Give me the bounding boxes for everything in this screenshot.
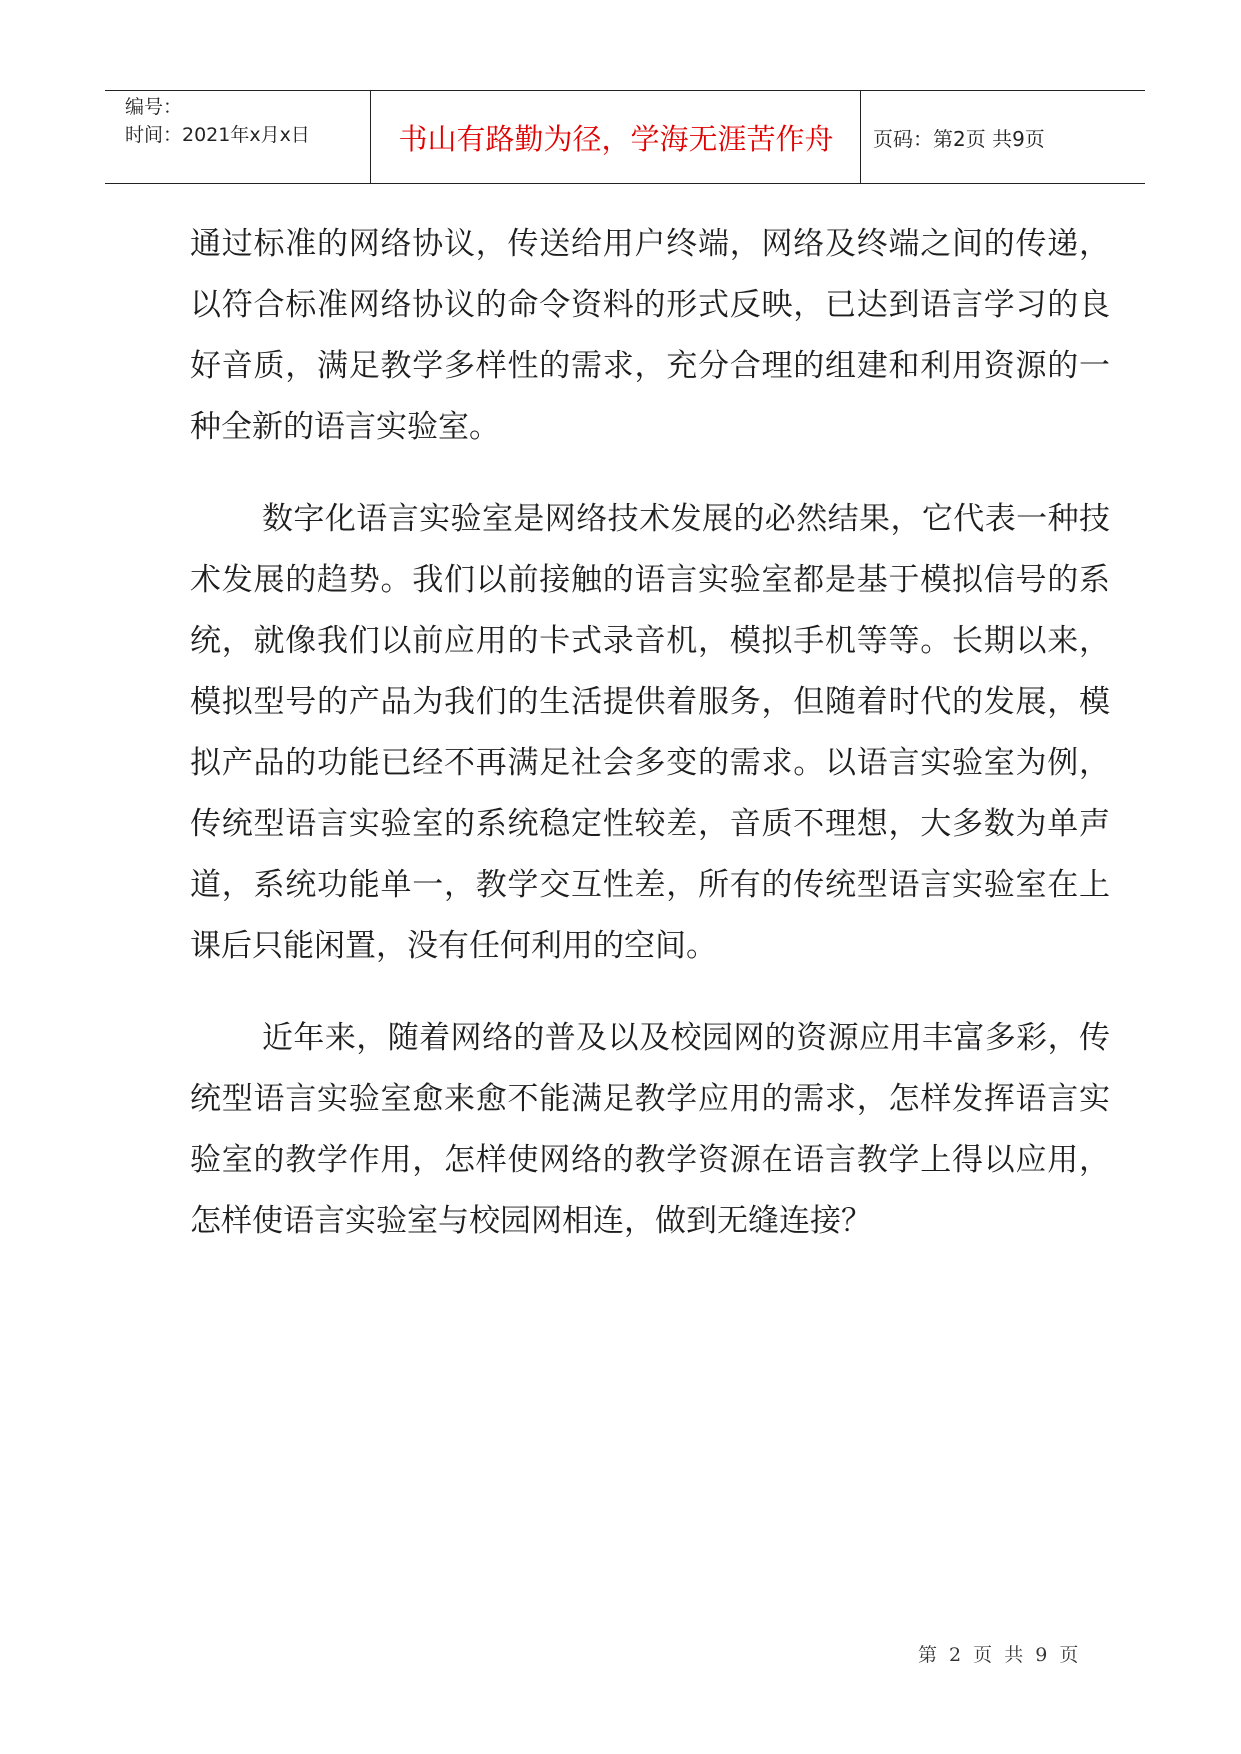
page-footer-number: 第 2 页 共 9 页 <box>918 1644 1079 1666</box>
document-date-label: 时间：2021年x月x日 <box>125 124 310 146</box>
page-header <box>105 90 1145 184</box>
document-body <box>190 214 1110 1252</box>
header-motto-cell <box>372 91 860 183</box>
paragraph: 通过标准的网络协议，传送给用户终端，网络及终端之间的传递，以符合标准网络协议的命令资料的形式反映，已达到语言学习的良好音质，满足教学多样性的需求，充分合理的组建和利用资源的一种全新的语言实验室。 <box>190 226 1110 445</box>
header-divider <box>860 91 861 183</box>
document-code-label: 编号： <box>125 96 183 118</box>
header-page-info: 页码：第2页 共9页 <box>873 126 1045 151</box>
header-page-info-cell <box>873 91 1143 183</box>
header-meta <box>115 91 365 183</box>
header-divider <box>370 91 371 183</box>
header-motto: 书山有路勤为径，学海无涯苦作舟 <box>398 121 834 156</box>
paragraph: 近年来，随着网络的普及以及校园网的资源应用丰富多彩，传统型语言实验室愈来愈不能满足教学应用的需求，怎样发挥语言实验室的教学作用，怎样使网络的教学资源在语言教学上得以应用，怎样使语言实验室与校园网相连，做到无缝连接？ <box>190 1020 1110 1239</box>
paragraph: 数字化语言实验室是网络技术发展的必然结果，它代表一种技术发展的趋势。我们以前接触的语言实验室都是基于模拟信号的系统，就像我们以前应用的卡式录音机，模拟手机等等。长期以来，模拟型号的产品为我们的生活提供着服务，但随着时代的发展，模拟产品的功能已经不再满足社会多变的需求。以语言实验室为例，传统型语言实验室的系统稳定性较差，音质不理想，大多数为单声道，系统功能单一，教学交互性差，所有的传统型语言实验室在上课后只能闲置，没有任何利用的空间。 <box>190 501 1110 964</box>
